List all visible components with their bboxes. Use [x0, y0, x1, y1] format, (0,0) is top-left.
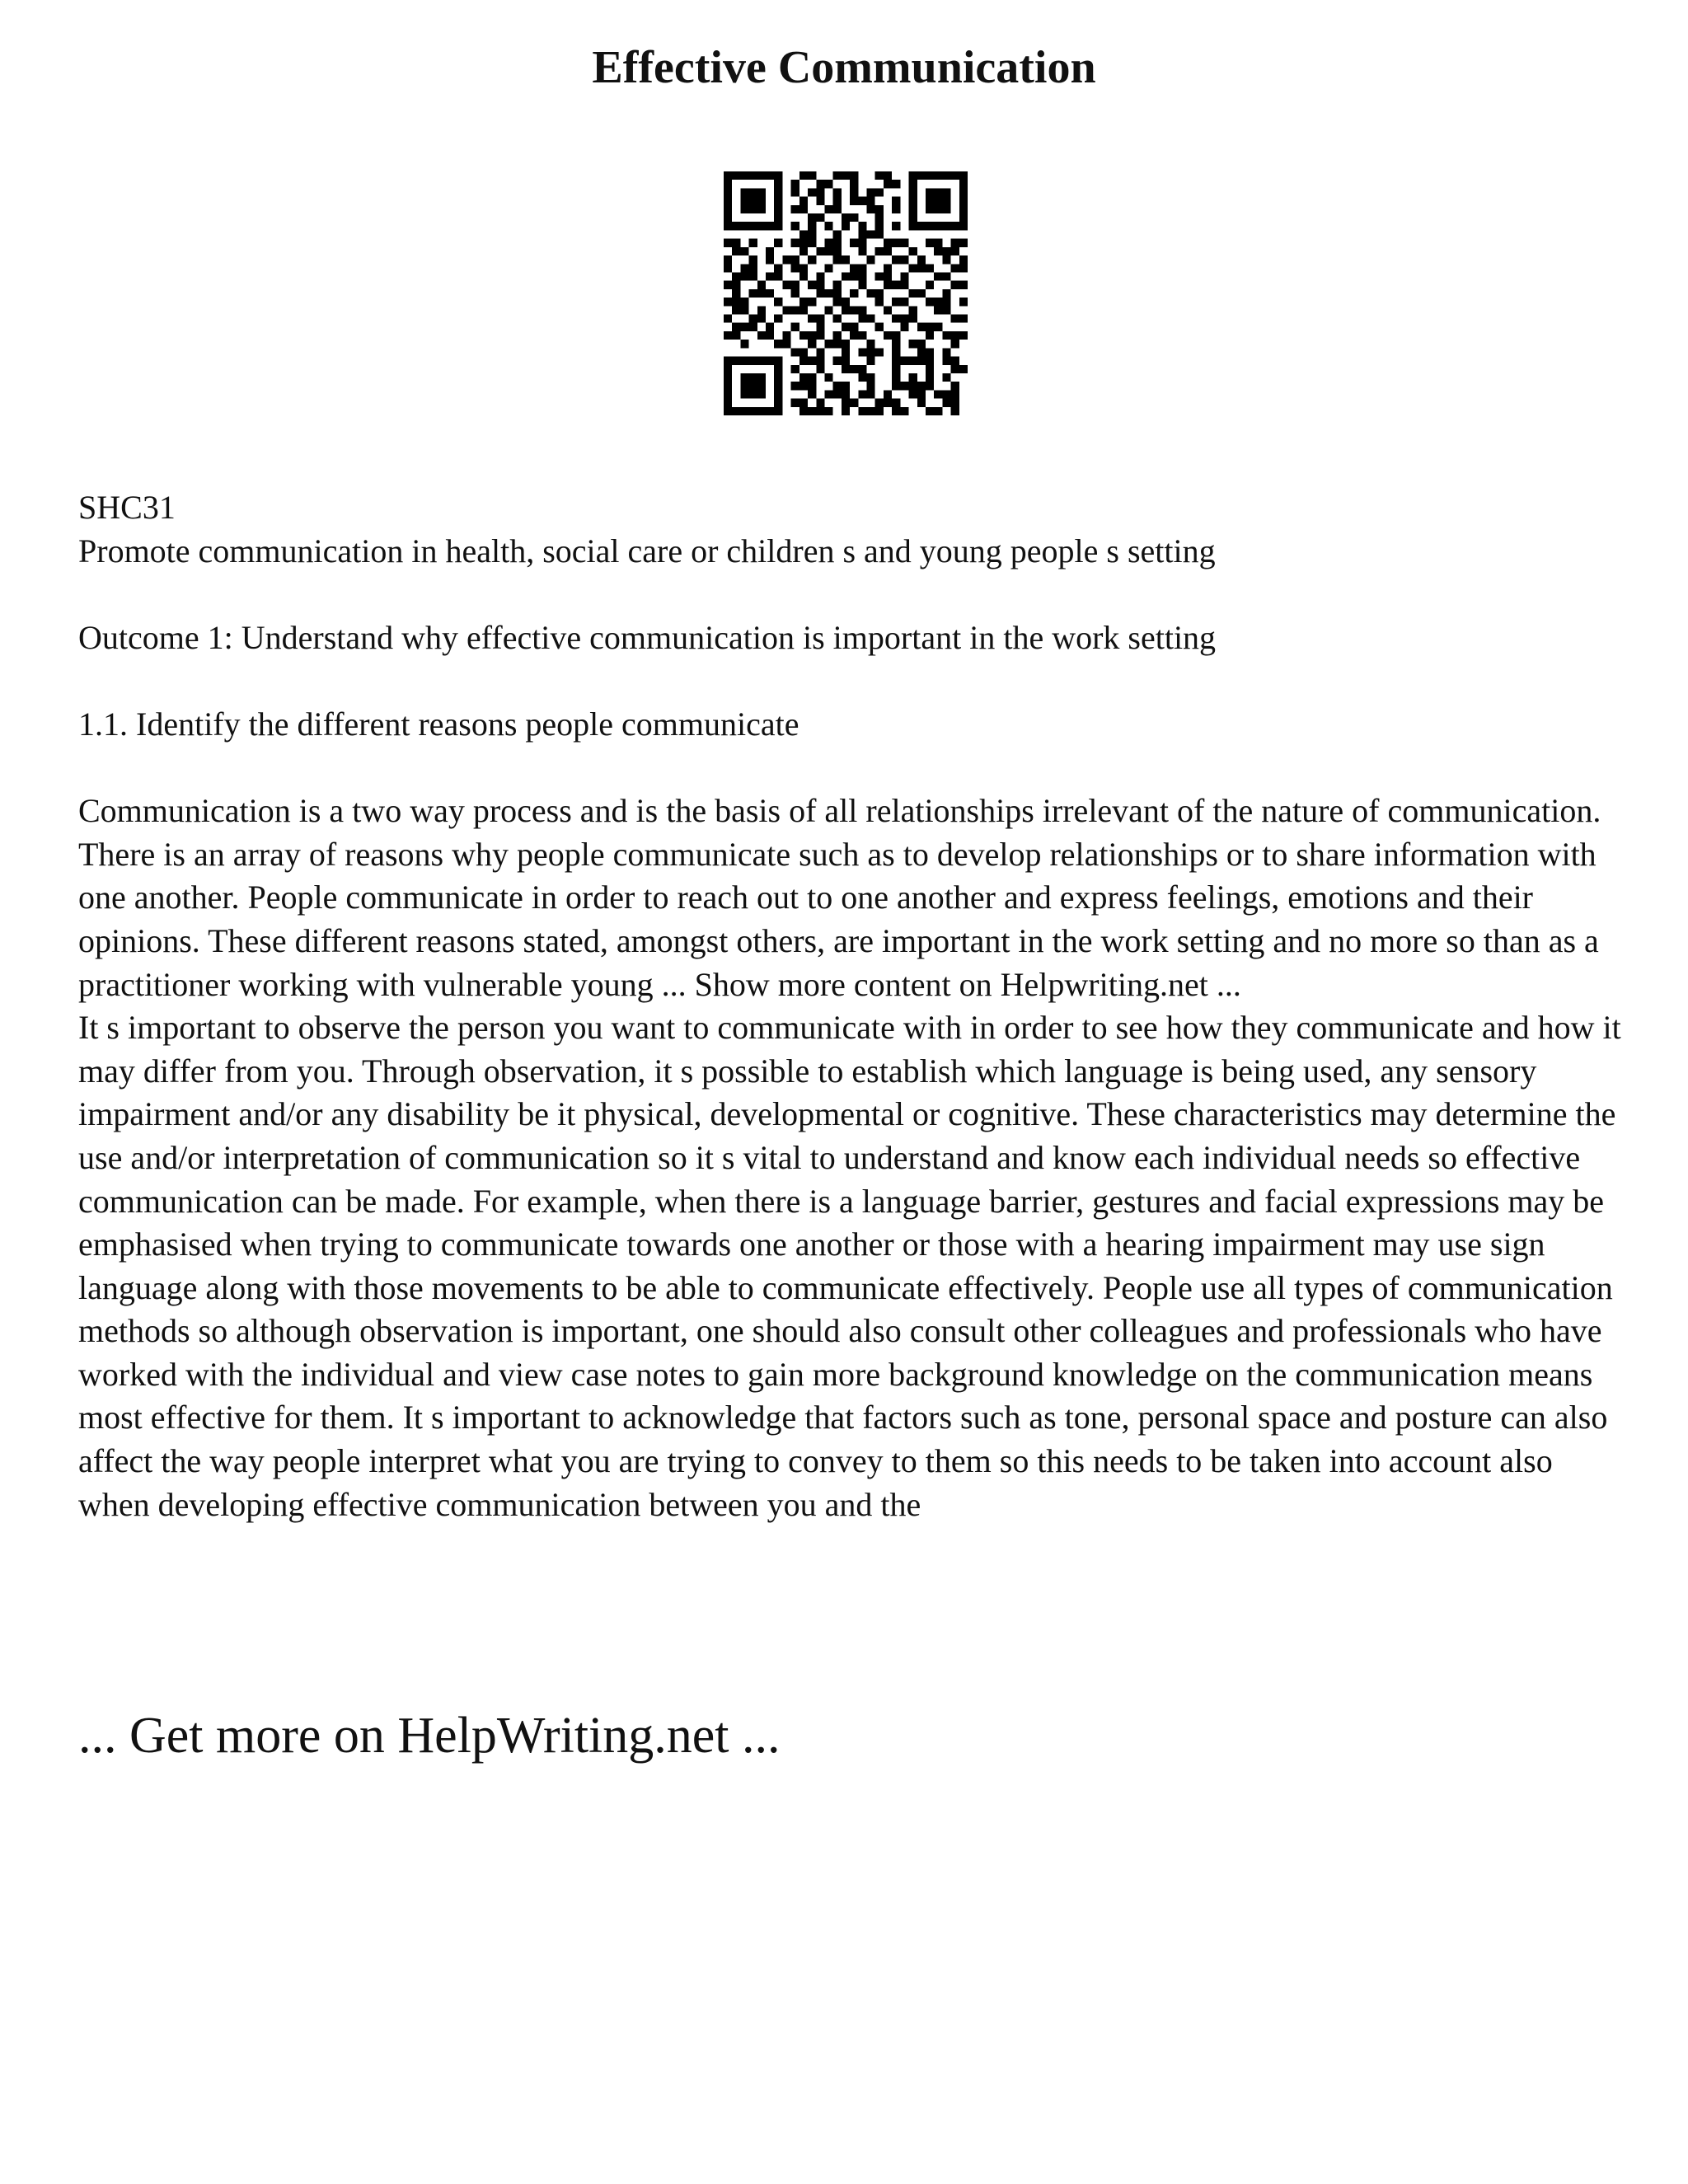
qr-code-icon: [724, 171, 968, 415]
paragraph-1: Communication is a two way process and is the basis of all relationships irrelevant of the nature of communication. There is an array of reasons why people communicate such as to develop relationships or to share information with one another. People communicate in order to reach out to one another and express feelings, emotions and their opinions. These different reasons stated, amongst others, are important in the work setting and no more so than as a practitioner working with vulnerable young ... Show more content on Helpwriting.net ...: [78, 792, 1601, 1003]
course-code: SHC31: [78, 489, 176, 526]
paragraph-2: It s important to observe the person you want to communicate with in order to see how they communicate and how it may differ from you. Through observation, it s possible to establish which language is being used, any sensory impairment and/or any disability be it physical, developmental or cognitive. These characteristics may determine the use and/or interpretation of communication so it s vital to understand and know each individual needs so effective communication can be made. For example, when there is a language barrier, gestures and facial expressions may be emphasised when trying to communicate towards one another or those with a hearing impairment may use sign language along with those movements to be able to communicate effectively. People use all types of communication methods so although observation is important, one should also consult other colleagues and professionals who have worked with the individual and view case notes to gain more background knowledge on the communication means most effective for them. It s important to acknowledge that factors such as tone, personal space and posture can also affect the way people interpret what you are trying to convey to them so this needs to be taken into account also when developing effective communication between you and the: [78, 1009, 1621, 1523]
section-heading: 1.1. Identify the different reasons people communicate: [78, 705, 799, 743]
get-more-link[interactable]: ... Get more on HelpWriting.net ...: [78, 1708, 781, 1764]
outcome-heading: Outcome 1: Understand why effective communication is important in the work setting: [78, 618, 1217, 656]
document-body: [78, 486, 1628, 1526]
page-title: Effective Communication: [592, 42, 1096, 93]
unit-title: Promote communication in health, social care or children s and young people s setting: [78, 532, 1216, 569]
